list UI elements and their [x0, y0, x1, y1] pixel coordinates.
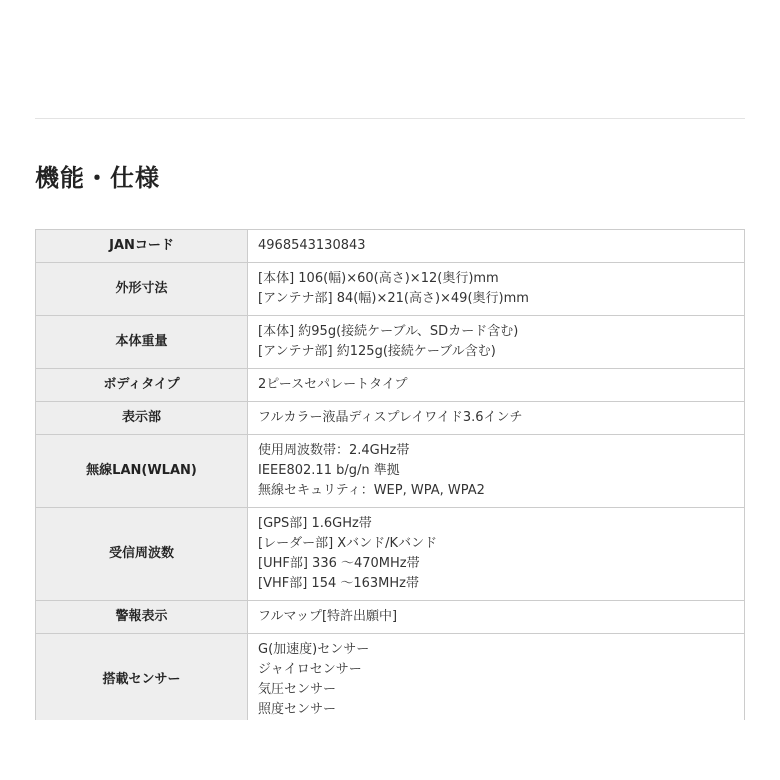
spec-value-line: [アンテナ部] 84(幅)×21(高さ)×49(奥行)mm	[258, 291, 529, 306]
spec-value-line: 使用周波数帯：2.4GHz帯	[258, 443, 410, 458]
spec-label: 警報表示	[36, 601, 248, 634]
spec-value-line: [本体] 106(幅)×60(高さ)×12(奥行)mm	[258, 271, 499, 286]
top-divider	[35, 118, 745, 119]
spec-value-line: [GPS部] 1.6GHz帯	[258, 516, 372, 531]
spec-label: 無線LAN(WLAN)	[36, 435, 248, 508]
spec-value-line: [本体] 約95g(接続ケーブル、SDカード含む)	[258, 324, 519, 339]
spec-value-line: 無線セキュリティ：WEP, WPA, WPA2	[258, 483, 485, 498]
spec-value-line: ジャイロセンサー	[258, 662, 362, 677]
spec-value-line: フルカラー液晶ディスプレイワイド3.6インチ	[258, 410, 523, 425]
spec-label: 外形寸法	[36, 263, 248, 316]
spec-row-display	[36, 402, 745, 435]
spec-value	[248, 435, 745, 508]
spec-label: ボディタイプ	[36, 369, 248, 402]
spec-table	[35, 229, 745, 727]
spec-value-line: IEEE802.11 b/g/n 準拠	[258, 463, 400, 478]
spec-row-dimensions	[36, 263, 745, 316]
spec-label: 表示部	[36, 402, 248, 435]
spec-label: JANコード	[36, 230, 248, 263]
spec-value	[248, 369, 745, 402]
spec-label: 受信周波数	[36, 508, 248, 601]
page-bottom-margin	[0, 720, 780, 780]
spec-value	[248, 601, 745, 634]
spec-value-line: [VHF部] 154 ～163MHz帯	[258, 576, 419, 591]
spec-label: 搭載センサー	[36, 634, 248, 727]
section-title: 機能・仕様	[35, 164, 160, 192]
spec-value-line: 2ピースセパレートタイプ	[258, 377, 408, 392]
spec-row-weight	[36, 316, 745, 369]
spec-value	[248, 508, 745, 601]
spec-value	[248, 402, 745, 435]
spec-value	[248, 230, 745, 263]
spec-value-line: 照度センサー	[258, 702, 337, 717]
spec-row-jan-code	[36, 230, 745, 263]
spec-row-body-type	[36, 369, 745, 402]
spec-value	[248, 316, 745, 369]
spec-value-line: G(加速度)センサー	[258, 642, 370, 657]
spec-row-alert-display	[36, 601, 745, 634]
spec-value-line: フルマップ[特許出願中]	[258, 609, 398, 624]
spec-value	[248, 634, 745, 727]
spec-value-line: [UHF部] 336 ～470MHz帯	[258, 556, 420, 571]
spec-row-wlan	[36, 435, 745, 508]
spec-row-frequency	[36, 508, 745, 601]
spec-value	[248, 263, 745, 316]
spec-row-sensors	[36, 634, 745, 727]
spec-value-line: 気圧センサー	[258, 682, 337, 697]
spec-value-line: [アンテナ部] 約125g(接続ケーブル含む)	[258, 344, 496, 359]
spec-value-line: [レーダー部] Xバンド/Kバンド	[258, 536, 438, 551]
spec-value-line: 4968543130843	[258, 238, 366, 253]
spec-label: 本体重量	[36, 316, 248, 369]
